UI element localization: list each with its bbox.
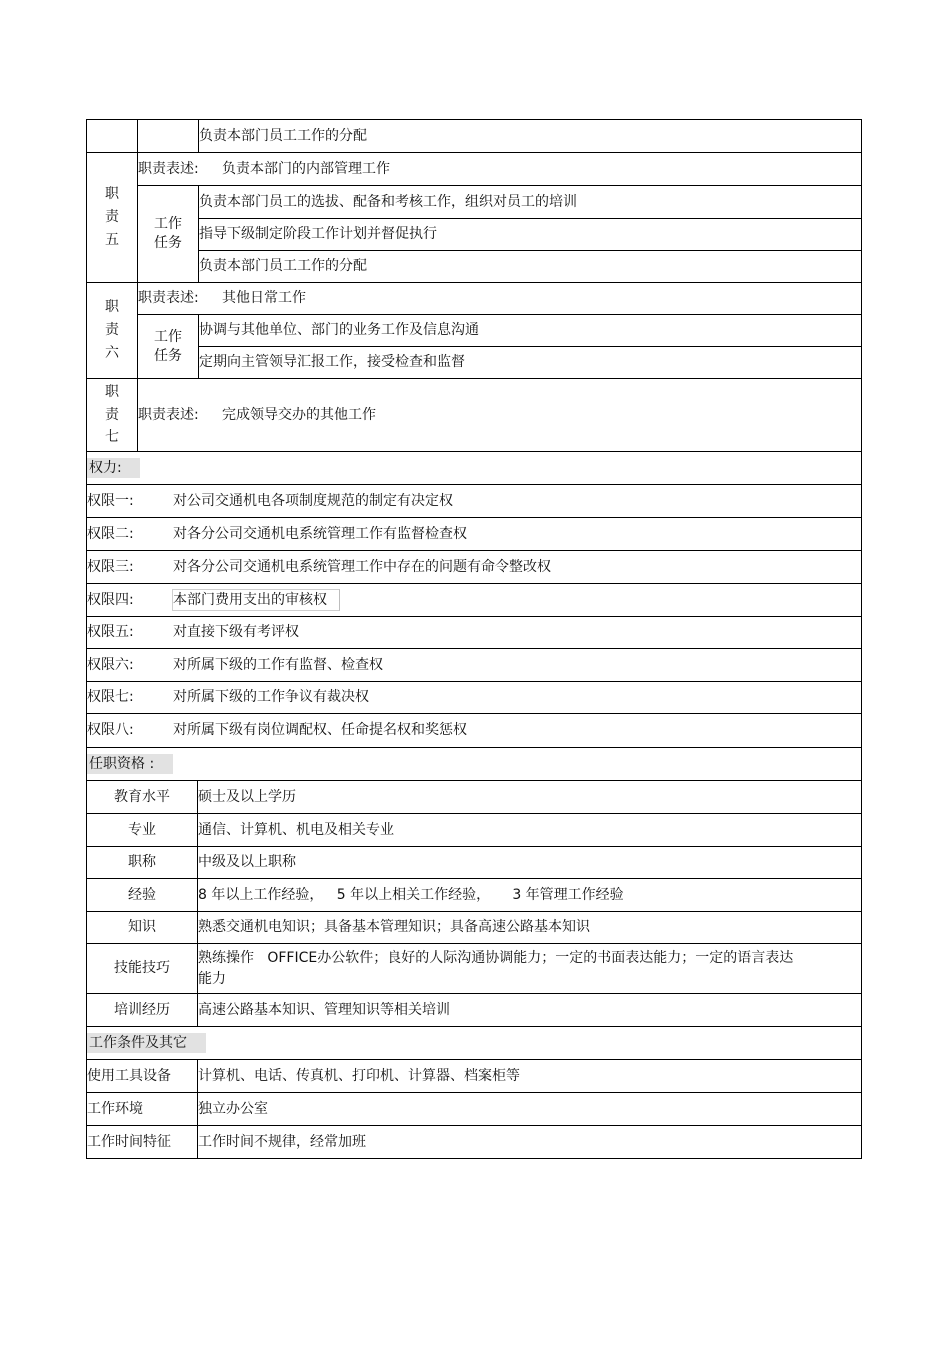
qualification-table (86, 747, 862, 1027)
duty6-label: 职 责 六 (87, 283, 137, 379)
duty5-task-1: 负责本部门员工的选拔、配备和考核工作，组织对员工的培训 (198, 186, 861, 219)
authority-row-4: 权限四: 本部门费用支出的审核权 (87, 584, 861, 617)
duty6-desc-row (137, 283, 861, 315)
duty5-label: 职 责 五 (87, 153, 137, 283)
cond-row-3: 工作时间特征 工作时间不规律，经常加班 (87, 1126, 861, 1158)
authority-row-8: 权限八: 对所属下级有岗位调配权、任命提名权和奖惩权 (87, 722, 467, 739)
top-row-col2 (137, 120, 198, 153)
qual-row-6: 技能技巧 熟练操作 OFFICE办公软件；良好的人际沟通协调能力；一定的书面表达能力；一定的语言表达能力 (87, 944, 861, 994)
top-row-text: 负责本部门员工工作的分配 (198, 120, 861, 153)
conditions-header-row (87, 1027, 861, 1060)
authority-row-2: 权限二: 对各分公司交通机电系统管理工作有监督检查权 (87, 518, 861, 551)
cond-row-2: 工作环境 独立办公室 (87, 1093, 861, 1126)
authority-row-3: 权限三: 对各分公司交通机电系统管理工作中存在的问题有命令整改权 (87, 551, 861, 584)
duty7-desc: 完成领导交办的其他工作 (222, 406, 376, 423)
duties-table (86, 119, 862, 452)
duty6-desc: 其他日常工作 (222, 290, 306, 307)
duty7-desc-row (137, 379, 861, 451)
duty5-task-label: 工作 任务 (137, 186, 198, 283)
duty7-label: 职 责 七 (105, 383, 119, 446)
duty6-task-label: 工作 任务 (137, 315, 198, 379)
conditions-header: 工作条件及其它 (87, 1033, 206, 1053)
duty5-desc-label: 职责表述: (138, 160, 199, 177)
authority-header: 权力: (87, 458, 140, 478)
qual-row-5: 知识 熟悉交通机电知识；具备基本管理知识；具备高速公路基本知识 (87, 912, 861, 944)
qual-row-4: 经验 8 年以上工作经验， 5 年以上相关工作经验， 3 年管理工作经验 (87, 879, 861, 912)
duty6-task-1: 协调与其他单位、部门的业务工作及信息沟通 (198, 315, 861, 347)
duty6-desc-label: 职责表述: (138, 290, 199, 307)
top-row-col1 (87, 120, 137, 153)
authority-row-6: 权限六: 对所属下级的工作有监督、检查权 (87, 649, 861, 682)
duty5-task-2: 指导下级制定阶段工作计划并督促执行 (198, 219, 861, 251)
duty5-desc-row (137, 153, 861, 186)
authority-header-row (87, 452, 861, 485)
cond-row-1: 使用工具设备 计算机、电话、传真机、打印机、计算器、档案柜等 (87, 1060, 861, 1093)
duty6-task-2: 定期向主管领导汇报工作，接受检查和监督 (198, 347, 861, 379)
authority-row-5: 权限五: 对直接下级有考评权 (87, 617, 861, 649)
authority-row-7: 权限七: 对所属下级的工作争议有裁决权 (87, 682, 861, 714)
authority-row-1: 权限一: 对公司交通机电各项制度规范的制定有决定权 (87, 485, 861, 518)
qualification-header: 任职资格 : (87, 754, 173, 774)
conditions-table (86, 1026, 862, 1159)
qual-row-1: 教育水平 硕士及以上学历 (87, 781, 861, 814)
qual-row-7: 培训经历 高速公路基本知识、管理知识等相关培训 (87, 994, 861, 1026)
duty5-desc: 负责本部门的内部管理工作 (222, 160, 390, 177)
duty7-desc-label: 职责表述: (138, 406, 199, 423)
qual-row-2: 专业 通信、计算机、机电及相关专业 (87, 814, 861, 847)
authority-table (86, 451, 862, 748)
qualification-header-row (87, 748, 861, 781)
duty5-task-3: 负责本部门员工工作的分配 (198, 251, 861, 283)
qual-row-3: 职称 中级及以上职称 (87, 847, 861, 879)
